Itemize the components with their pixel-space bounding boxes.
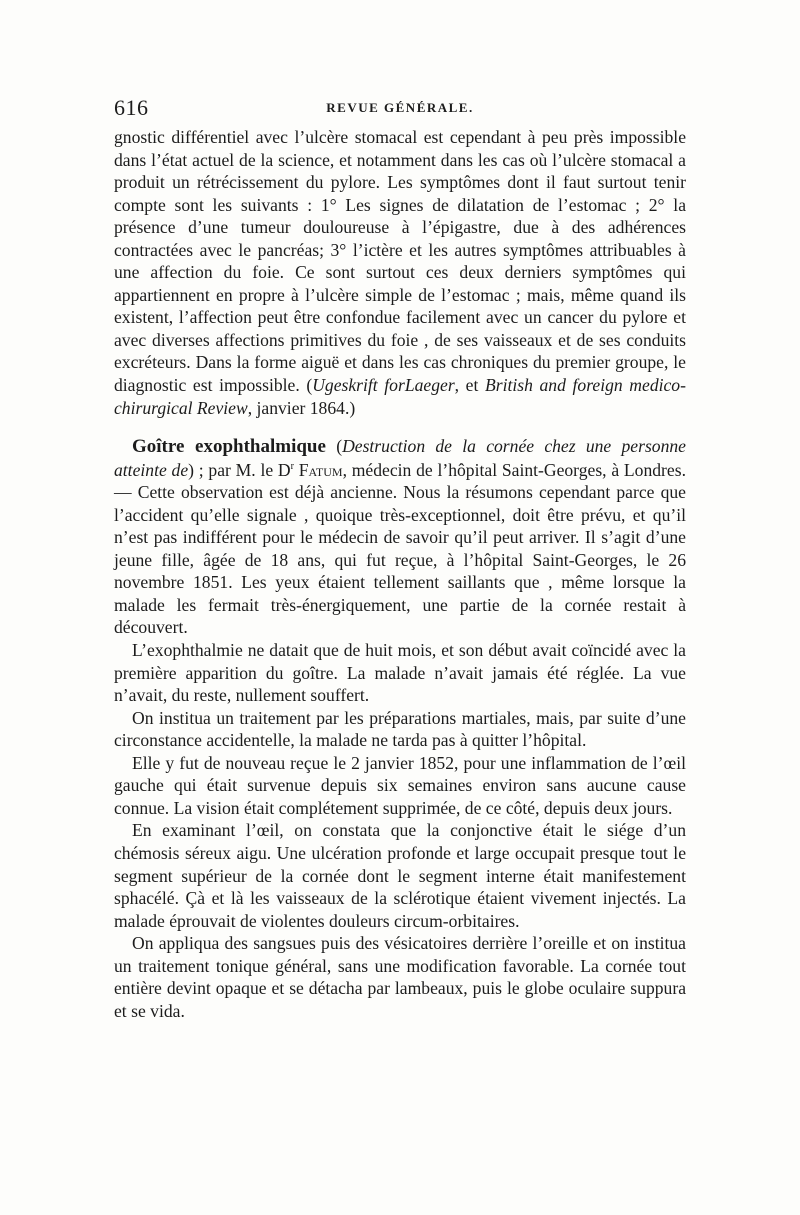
- paragraph-text: (: [325, 436, 343, 457]
- source-citation: British and foreign medico-chirurgical Review: [114, 375, 686, 418]
- entry-subtitle: Destruction de la cornée chez une personne atteinte de: [114, 436, 686, 480]
- page-header: [114, 95, 686, 125]
- author-name: Fatum: [298, 459, 343, 480]
- entry-heading: Goître exophthalmique: [132, 436, 326, 458]
- title-superscript: r: [290, 460, 294, 472]
- paragraph: On appliqua des sangsues puis des vésicatoires derrière l’oreille et on institua un traitement tonique général, sans une modification favorable. La cornée tout entière devint opaque et se détacha par lambeaux, puis le globe oculaire suppura et se vida.: [114, 933, 686, 1021]
- paragraph: On institua un traitement par les préparations martiales, mais, par suite d’une circonstance accidentelle, la malade ne tarda pas à quitter l’hôpital.: [114, 707, 686, 751]
- article-entry: [114, 435, 686, 639]
- paragraph: L’exophthalmie ne datait que de huit mois, et son début avait coïncidé avec la première apparition du goître. La malade n’avait jamais été réglée. La vue n’avait, du reste, nullement souffert.: [114, 640, 686, 706]
- paragraph-text: gnostic différentiel avec l’ulcère stomacal est cependant à peu près impossible dans l’état actuel de la science, et notamment dans les cas où l’ulcère stomacal a produit un rétrécissement du pylore. Les symptômes dont il faut surtout tenir compte sont les suivants : 1° Les signes de dilatation de l’estomac ; 2° la présence d’une tumeur douloureuse à l’épigastre, due à des adhérences contractées avec le pancréas; 3° l’ictère et les autres symptômes attribuables à une affection du foie. Ce sont surtout ces deux derniers symptômes qui appartiennent en propre à l’ulcère simple de l’estomac ; mais, même quand ils existent, l’affection peut être confondue facilement avec un cancer du pylore et avec diverses affections primitives du foie , de ses vaisseaux et de ses conduits excréteurs. Dans la forme aiguë et dans les cas chroniques du premier groupe, le diagnostic est impossible. (: [114, 127, 686, 396]
- paragraph: Elle y fut de nouveau reçue le 2 janvier 1852, pour une inflammation de l’œil gauche qui était survenue depuis six semaines environ sans aucune cause connue. La vision était complétement supprimée, de ce côté, depuis deux jours.: [114, 752, 686, 818]
- paragraph-continued: [114, 126, 686, 419]
- paragraph-text: ) ; par M. le D: [188, 459, 291, 480]
- page-number: 616: [114, 95, 149, 120]
- source-citation: Ugeskrift forLaeger: [312, 375, 455, 396]
- paragraph: En examinant l’œil, on constata que la conjonctive était le siége d’un chémosis séreux aigu. Une ulcération profonde et large occupait presque tout le segment supérieur de la cornée dont le segment interne était manifestement sphacélé. Çà et là les vaisseaux de la sclérotique étaient vivement injectés. La malade éprouvait de violentes douleurs circum-orbitaires.: [114, 820, 686, 931]
- paragraph-text: , médecin de l’hôpital Saint-Georges, à Londres. — Cette observation est déjà ancienne. Nous la résumons cependant parce que l’accident qu’elle signale , quoique très-exceptionnel, doit être prévu, et qu’il n’est pas indifférent pour le médecin de savoir qu’il peut arriver. Il s’agit d’une jeune fille, âgée de 18 ans, qui fut reçue, à l’hôpital Saint-Georges, le 26 novembre 1851. Les yeux étaient tellement saillants que , même lorsque la malade les fermait très-énergiquement, une partie de la cornée restait à découvert.: [114, 459, 686, 638]
- running-title: REVUE GÉNÉRALE.: [326, 100, 474, 115]
- paragraph-text: , et: [454, 375, 485, 396]
- article-body: [114, 126, 686, 1022]
- paragraph-text: , janvier 1864.): [247, 397, 356, 418]
